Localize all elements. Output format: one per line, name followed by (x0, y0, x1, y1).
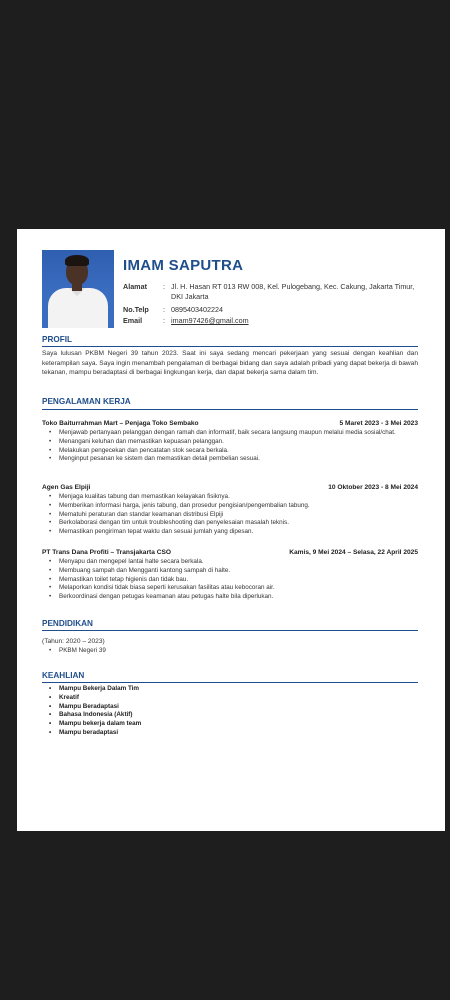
section-divider (42, 346, 418, 347)
list-item: • Memastikan pengiriman tepat waktu dan sesuai jumlah yang dipesan. (42, 528, 418, 537)
list-item: • Mematuhi peraturan dan standar keamanan distribusi Elpiji (42, 511, 418, 520)
education-years: (Tahun: 2020 – 2023) (42, 638, 105, 645)
list-item: • Bahasa Indonesia (Aktif) (42, 711, 418, 720)
education-section-title: PENDIDIKAN (42, 619, 93, 628)
list-item: • Mampu Bekerja Dalam Tim (42, 685, 418, 694)
list-item: • Mampu Beradaptasi (42, 703, 418, 712)
list-item: • Melakukan pengecekan dan pencatatan stok secara berkala. (42, 447, 418, 456)
profile-photo (42, 250, 114, 328)
job-date: 5 Maret 2023 - 3 Mei 2023 (339, 420, 418, 427)
email-link[interactable]: imam97426@gmail.com (171, 316, 249, 325)
address-value: Jl. H. Hasan RT 013 RW 008, Kel. Pulogebang, Kec. Cakung, Jakarta Timur, DKI Jakarta (171, 282, 415, 301)
job-header (42, 420, 418, 427)
list-item: • PKBM Negeri 39 (42, 647, 418, 656)
job-title: Agen Gas Elpiji (42, 484, 91, 491)
job-header (42, 484, 418, 491)
applicant-name: IMAM SAPUTRA (123, 257, 244, 274)
list-item: • Menjawab pertanyaan pelanggan dengan ramah dan informatif, baik secara langsung maupun melalui media sosial/chat. (42, 429, 418, 438)
job-header (42, 549, 418, 556)
section-divider (42, 682, 418, 683)
section-divider (42, 630, 418, 631)
address-label: Alamat (123, 282, 147, 291)
job-duties-list (42, 558, 418, 602)
list-item: • Kreatif (42, 694, 418, 703)
job-title: Toko Baiturrahman Mart – Penjaga Toko Sembako (42, 420, 199, 427)
list-item: • Melaporkan kondisi tidak biasa seperti kerusakan fasilitas atau kebocoran air. (42, 584, 418, 593)
phone-value: 0895403402224 (171, 305, 223, 314)
email-label: Email (123, 316, 143, 325)
education-list (42, 647, 418, 656)
experience-section-title: PENGALAMAN KERJA (42, 397, 131, 406)
list-item: • Menginput pesanan ke sistem dan memastikan detail pembelian sesuai. (42, 455, 418, 464)
list-item: • Membuang sampah dan Mengganti kantong sampah di halte. (42, 567, 418, 576)
skills-section-title: KEAHLIAN (42, 671, 85, 680)
phone-label: No.Telp (123, 305, 149, 314)
resume-page: IMAM SAPUTRA Alamat : Jl. H. Hasan RT 013 RW 008, Kel. Pulogebang, Kec. Cakung, Jakarta Timur, DKI Jakarta No.Telp : 0895403402224 Email : imam97426@gmail.com PROFIL Saya lulusan PKBM Negeri 39 tahun 2023. Saat ini saya sedang mencari pekerjaan yang sesuai dengan keahlian dan keterampilan saya. Saya ingin menambah pengalaman di berbagai bidang dan saya adalah pribadi yang dapat bekerja di bawah tekanan, mampu beradaptasi di berbagai lingkungan kerja, dan dapat bekerja sama dalam tim. PENGALAMAN KERJA Toko Baiturrahman Mart – Penjaga Toko Sembako 5 Maret 2023 - 3 Mei 2023 • Menjawab pertanyaan pelanggan dengan ramah dan informatif, baik secara langsung maupun melalui media sosial/chat. • Menangani keluhan dan memastikan kepuasan pelanggan. • Melakukan pengecekan dan pencatatan stok secara berkala. • Menginput pesanan ke sistem dan memastikan detail pembelian sesuai. Agen Gas Elpiji 10 Oktober 2023 - 8 Mei 2024 • Menjaga kualitas tabung dan memastikan kelayakan fisiknya. • Memberikan informasi harga, jenis tabung, dan prosedur pengisian/pengembalian tabung. • Mematuhi peraturan dan standar keamanan distribusi Elpiji • Berkolaborasi dengan tim untuk troubleshooting dan penyelesaian masalah teknis. • Memastikan pengiriman tepat waktu dan sesuai jumlah yang dipesan. PT Trans Dana Profiti – Transjakarta CSO Kamis, 9 Mei 2024 – Selasa, 22 April 2025 • Menyapu dan mengepel lantai halte secara berkala. • Membuang sampah dan Mengganti kantong sampah di halte. • Memastikan toilet tetap higienis dan tidak bau. • Melaporkan kondisi tidak biasa seperti kerusakan fasilitas atau kebocoran air. • Berkoordinasi dengan petugas keamanan atau petugas halte bila diperlukan. PENDIDIKAN (Tahun: 2020 – 2023) • PKBM Negeri 39 KEAHLIAN • Mampu Bekerja Dalam Tim • Kreatif • Mampu Beradaptasi • Bahasa Indonesia (Aktif) • Mampu bekerja dalam team • Mampu beradaptasi (17, 229, 445, 831)
job-duties-list (42, 493, 418, 537)
list-item: • Memberikan informasi harga, jenis tabung, dan prosedur pengisian/pengembalian tabung. (42, 502, 418, 511)
list-item: • Berkolaborasi dengan tim untuk troubleshooting dan penyelesaian masalah teknis. (42, 519, 418, 528)
skills-list (42, 685, 418, 738)
list-item: • Berkoordinasi dengan petugas keamanan atau petugas halte bila diperlukan. (42, 593, 418, 602)
list-item: • Memastikan toilet tetap higienis dan tidak bau. (42, 576, 418, 585)
list-item: • Mampu bekerja dalam team (42, 720, 418, 729)
job-duties-list (42, 429, 418, 464)
list-item: • Mampu beradaptasi (42, 729, 418, 738)
list-item: • Menjaga kualitas tabung dan memastikan kelayakan fisiknya. (42, 493, 418, 502)
job-date: Kamis, 9 Mei 2024 – Selasa, 22 April 2025 (289, 549, 418, 556)
profile-text: Saya lulusan PKBM Negeri 39 tahun 2023. Saat ini saya sedang mencari pekerjaan yang sesuai dengan keahlian dan keterampilan saya. Saya ingin menambah pengalaman di berbagai bidang dan saya adalah pribadi yang dapat bekerja di bawah tekanan, mampu beradaptasi di berbagai lingkungan kerja, dan dapat bekerja sama dalam tim. (42, 350, 418, 376)
list-item: • Menyapu dan mengepel lantai halte secara berkala. (42, 558, 418, 567)
profile-section-title: PROFIL (42, 335, 73, 344)
list-item: • Menangani keluhan dan memastikan kepuasan pelanggan. (42, 438, 418, 447)
job-title: PT Trans Dana Profiti – Transjakarta CSO (42, 549, 171, 556)
section-divider (42, 409, 418, 410)
job-date: 10 Oktober 2023 - 8 Mei 2024 (328, 484, 418, 491)
